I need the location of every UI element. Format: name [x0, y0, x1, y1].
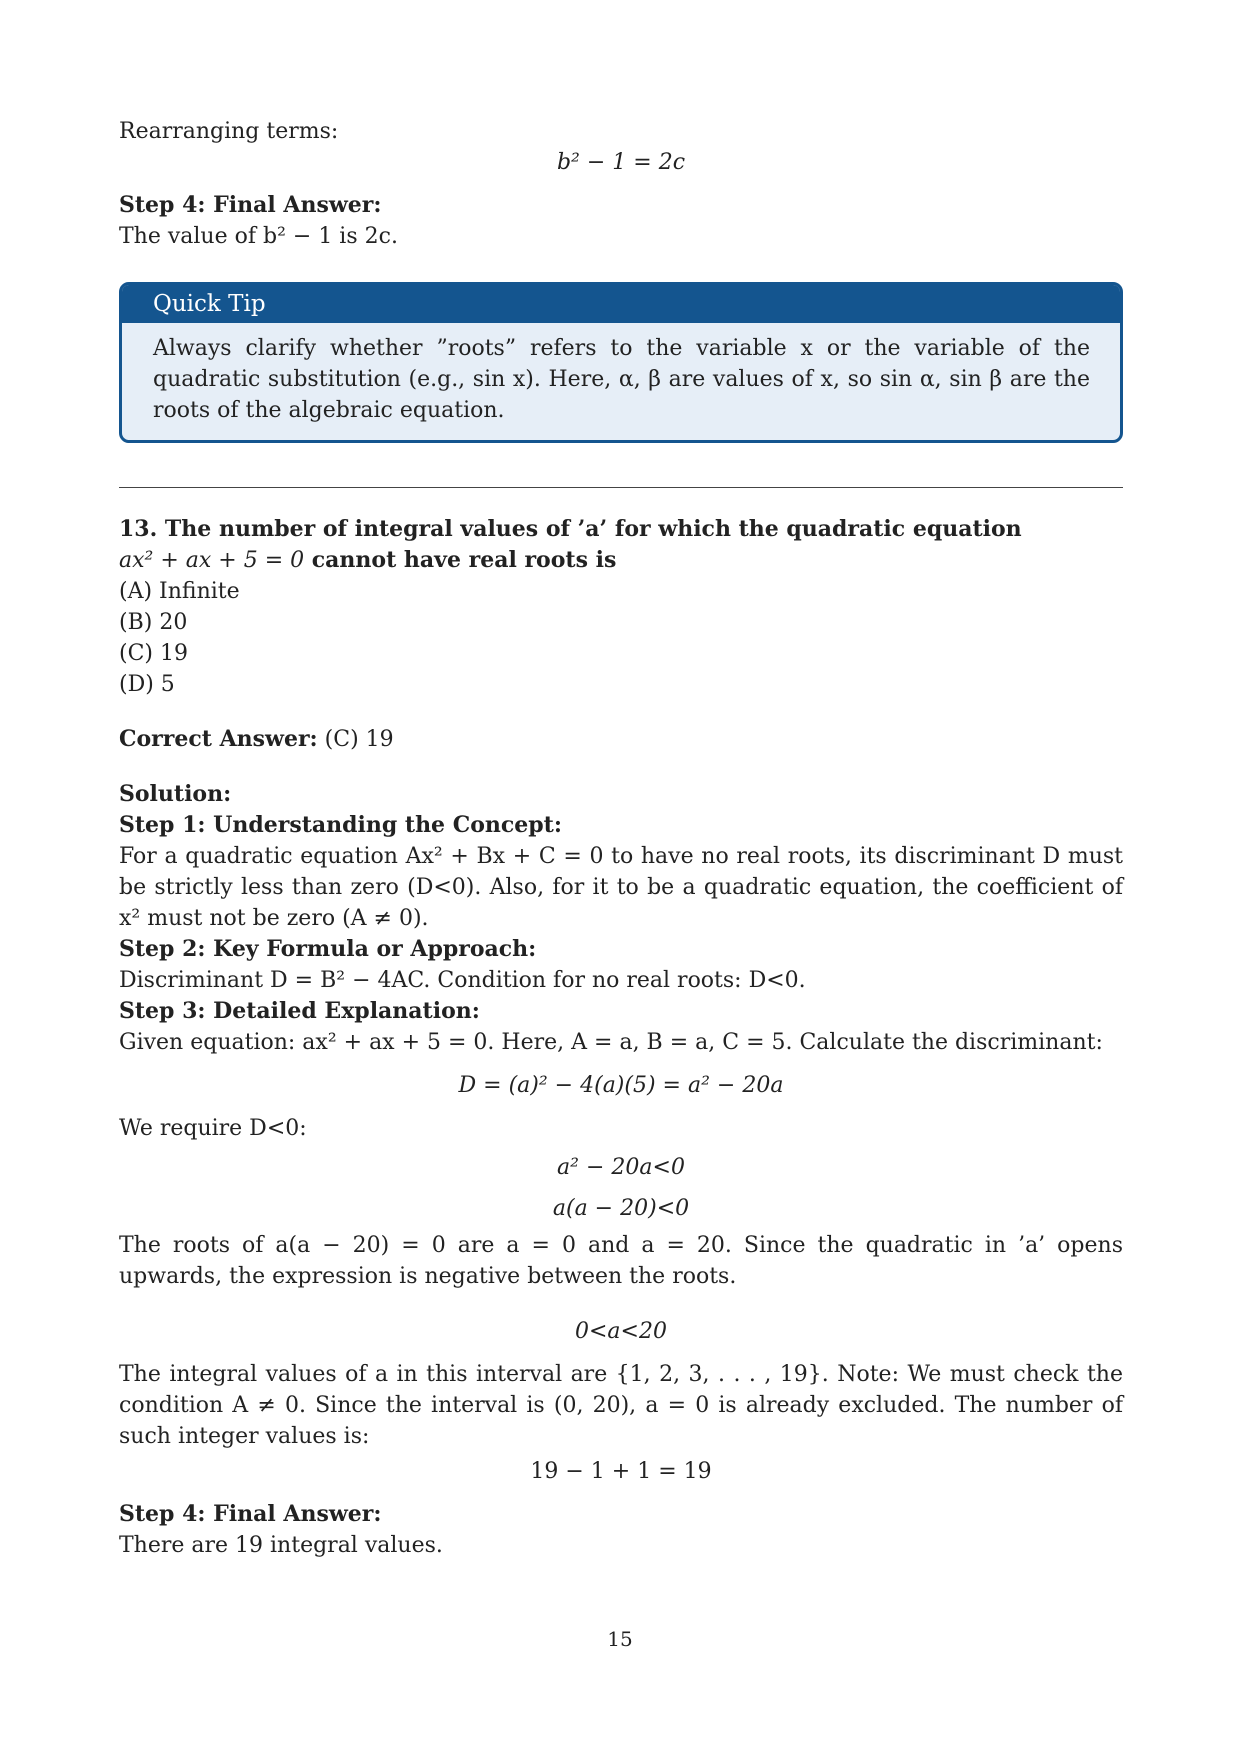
step2-text: Discriminant D = B² − 4AC. Condition for no real roots: D<0. — [119, 968, 806, 993]
option-a: (A) Infinite — [119, 579, 240, 604]
integral-values-text: The integral values of a in this interval are {1, 2, 3, . . . , 19}. Note: We must check the condition A ≠ 0. Since the interval is (0, 20), a = 0 is already excluded. The number of such integer values is: — [119, 1362, 1123, 1449]
roots-text: The roots of a(a − 20) = 0 are a = 0 and a = 20. Since the quadratic in ’a’ opens upwards, the expression is negative between the roots. — [119, 1233, 1123, 1289]
document-page — [119, 116, 1123, 1561]
quick-tip-title: Quick Tip — [122, 285, 1120, 323]
section-divider — [119, 487, 1123, 488]
options-list — [119, 576, 1123, 700]
quick-tip-text: Always clarify whether ”roots” refers to the variable x or the variable of the quadratic substitution (e.g., sin x). Here, α, β are values of x, so sin α, sin β are the roots of the algebraic equation. — [153, 336, 1090, 423]
step3-heading: Step 3: Detailed Explanation: — [119, 998, 480, 1024]
step1-text: For a quadratic equation Ax² + Bx + C = 0 to have no real roots, its discriminant D must be strictly less than zero (D<0). Also, for it to be a quadratic equation, the coefficient of x² must not be zero (A ≠ 0). — [119, 844, 1123, 931]
question-title-line1: 13. The number of integral values of ’a’ for which the quadratic equation — [119, 516, 1022, 542]
equation-b2: b² − 1 = 2c — [556, 150, 686, 175]
step1-heading: Step 1: Understanding the Concept: — [119, 812, 562, 838]
step4-prev-heading: Step 4: Final Answer: — [119, 192, 382, 218]
option-d: (D) 5 — [119, 672, 175, 697]
step3-text: Given equation: ax² + ax + 5 = 0. Here, A = a, B = a, C = 5. Calculate the discriminant: — [119, 1030, 1103, 1055]
step4-text: There are 19 integral values. — [119, 1533, 443, 1558]
option-b: (B) 20 — [119, 610, 188, 635]
intro-text: Rearranging terms: — [119, 119, 339, 144]
question-title-line2 — [119, 545, 1123, 576]
require-text: We require D<0: — [119, 1116, 307, 1141]
equation-discriminant: D = (a)² − 4(a)(5) = a² − 20a — [458, 1073, 784, 1098]
correct-answer-label: Correct Answer: — [119, 726, 318, 752]
equation-inequality-2: a(a − 20)<0 — [552, 1196, 690, 1221]
option-c: (C) 19 — [119, 641, 188, 666]
equation-inequality-1: a² − 20a<0 — [557, 1155, 685, 1180]
step2-heading: Step 2: Key Formula or Approach: — [119, 936, 537, 962]
question-title-tail: cannot have real roots is — [304, 547, 617, 573]
step4-prev-text: The value of b² − 1 is 2c. — [119, 224, 398, 249]
equation-interval: 0<a<20 — [575, 1319, 667, 1344]
correct-answer-value: (C) 19 — [317, 727, 394, 752]
equation-count: 19 − 1 + 1 = 19 — [530, 1459, 712, 1484]
step4-heading: Step 4: Final Answer: — [119, 1501, 382, 1527]
correct-answer — [119, 724, 1123, 755]
page-number: 15 — [607, 1627, 633, 1651]
question-equation: ax² + ax + 5 = 0 — [119, 548, 305, 573]
quick-tip-box — [119, 282, 1123, 443]
solution-heading: Solution: — [119, 781, 232, 807]
